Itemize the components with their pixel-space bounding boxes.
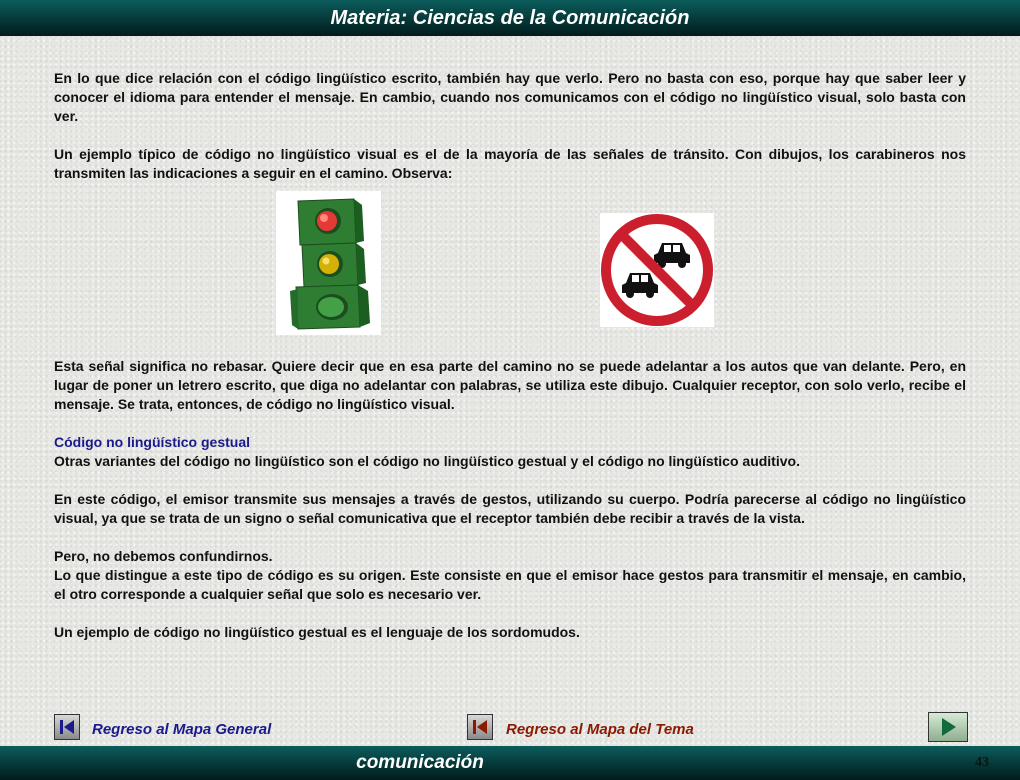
paragraph: Otras variantes del código no lingüístico son el código no lingüístico gestual y el código no lingüístico auditivo. — [54, 453, 800, 469]
no-overtaking-sign-image — [600, 213, 714, 327]
footer-bar — [0, 746, 1020, 780]
paragraph: Esta señal significa no rebasar. Quiere decir que en esa parte del camino no se puede adelantar a los autos que van delante. Pero, en lugar de poner un letrero escrito, que diga no adelantar con palabras, se utiliza este dibujo. Cualquier receptor, con solo verlo, recibe el mensaje. Se trata, entonces, de código no lingüístico visual. — [54, 358, 966, 412]
footer-title: comunicación — [356, 752, 484, 773]
next-icon[interactable] — [928, 712, 968, 742]
traffic-light-image — [276, 191, 381, 335]
header-bar — [0, 0, 1020, 36]
paragraph: Un ejemplo típico de código no lingüístico visual es el de la mayoría de las señales de tránsito. Con dibujos, los carabineros nos transmiten las indicaciones a seguir en el camino. Observa: — [54, 146, 966, 181]
paragraph: En este código, el emisor transmite sus mensajes a través de gestos, utilizando su cuerpo. Podría parecerse al código no lingüístico visual, ya que se trata de un signo o señal comunicativa que el receptor también debe recibir a través de la vista. — [54, 491, 966, 526]
general-map-link[interactable]: Regreso al Mapa General — [92, 721, 272, 738]
paragraph: Lo que distingue a este tipo de código es su origen. Este consiste en que el emisor hace gestos para transmitir el mensaje, en cambio, el otro corresponde a cualquier señal que solo es necesario ver. — [54, 567, 966, 602]
section-heading: Código no lingüístico gestual — [54, 434, 250, 450]
page-title: Materia: Ciencias de la Comunicación — [330, 7, 690, 29]
back-first-icon[interactable] — [54, 714, 80, 740]
paragraph: Pero, no debemos confundirnos. — [54, 548, 273, 564]
paragraph: En lo que dice relación con el código lingüístico escrito, también hay que verlo. Pero no basta con eso, porque hay que saber leer y conocer el idioma para entender el mensaje. En cambio, cuando nos comunicamos con el código no lingüístico visual, solo basta con ver. — [54, 70, 966, 124]
topic-map-link[interactable]: Regreso al Mapa del Tema — [506, 721, 694, 738]
footer-navigation — [0, 712, 1020, 744]
images-row — [54, 191, 966, 357]
page-number: 43 — [975, 755, 989, 770]
main-content — [54, 69, 966, 642]
paragraph: Un ejemplo de código no lingüístico gestual es el lenguaje de los sordomudos. — [54, 624, 580, 640]
back-icon[interactable] — [467, 714, 493, 740]
